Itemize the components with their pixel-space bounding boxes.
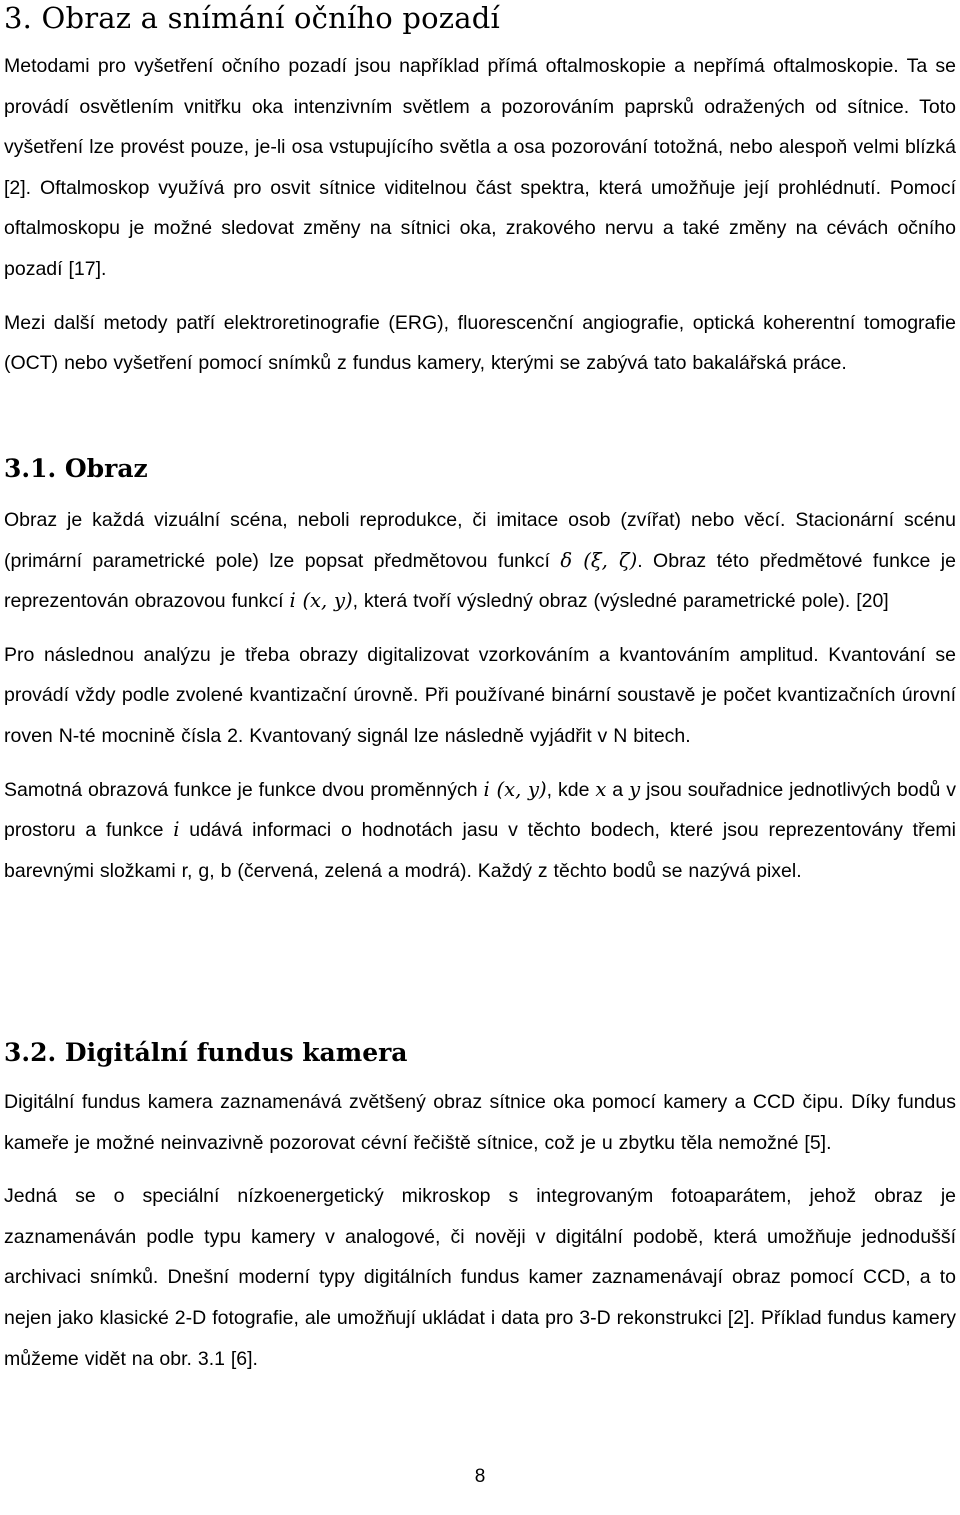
- math-predmetova-funkce: δ (ξ, ζ): [560, 548, 638, 572]
- fundus-paragraph-1: Digitální fundus kamera zaznamenává zvětšený obraz sítnice oka pomocí kamery a CCD čipu. Díky fundus kameře je možné neinvazivně pozorovat cévní řečiště sítnice, což je u zbytku těla nemožné [5].: [4, 1091, 956, 1154]
- intro-paragraph-1: Metodami pro vyšetření očního pozadí jsou například přímá oftalmoskopie a nepřímá oftalmoskopie. Ta se provádí osvětlením vnitřku oka intenzivním světlem a pozorováním paprsků odražených od sítnice. Toto vyšetření lze provést pouze, je-li osa vstupujícího světla a osa pozorování totožná, nebo alespoň velmi blízká [2]. Oftalmoskop využívá pro osvit sítnice viditelnou část spektra, která umožňuje její prohlédnutí. Pomocí oftalmoskopu je možné sledovat změny na sítnici oka, zrakového nervu a také změny na cévách očního pozadí [17].: [4, 55, 956, 280]
- page-number: 8: [474, 1466, 486, 1487]
- fundus-paragraph-2: Jedná se o speciální nízkoenergetický mikroskop s integrovaným fotoaparátem, jehož obraz je zaznamenáván podle typu kamery v analogové, či nověji v digitální podobě, která umožňuje jednodušší archivaci snímků. Dnešní moderní typy digitálních fundus kamer zaznamenávají obraz pomocí CCD, a to nejen jako klasické 2-D fotografie, ale umožňují ukládat i data pro 3-D rekonstrukci [2]. Příklad fundus kamery můžeme vidět na obr. 3.1 [6].: [4, 1185, 956, 1370]
- intro-paragraph-2: Mezi další metody patří elektroretinografie (ERG), fluorescenční angiografie, optická koherentní tomografie (OCT) nebo vyšetření pomocí snímků z fundus kamery, kterými se zabývá tato bakalářská práce.: [4, 311, 956, 375]
- chapter-title: 3. Obraz a snímání očního pozadí: [4, 1, 501, 35]
- section-heading-obraz: 3.1. Obraz: [4, 454, 148, 483]
- text-run: a: [606, 778, 630, 801]
- intro-section: [4, 46, 956, 384]
- section-heading-fundus-kamera: 3.2. Digitální fundus kamera: [4, 1038, 408, 1067]
- text-run: udává informaci o hodnotách jasu v těchto bodech, které jsou reprezentovány třemi barevnými složkami r, g, b (červená, zelená a modrá). Každý z těchto bodů se nazývá pixel.: [4, 819, 956, 882]
- obraz-paragraph-1: [4, 500, 956, 622]
- text-run: Samotná obrazová funkce je funkce dvou proměnných: [4, 778, 484, 801]
- obraz-paragraph-2: Pro následnou analýzu je třeba obrazy digitalizovat vzorkováním a kvantováním amplitud. Kvantování se provádí vždy podle zvolené kvantizační úrovně. Při používané binární soustavě je počet kvantizačních úrovní roven N-té mocnině čísla 2. Kvantovaný signál lze následně vyjádřit v N bitech.: [4, 643, 956, 747]
- math-x: x: [595, 777, 607, 801]
- math-obrazova-funkce: i (x, y): [289, 589, 353, 613]
- math-i: i: [173, 818, 180, 842]
- math-y: y: [629, 777, 641, 801]
- text-run: , která tvoří výsledný obraz (výsledné parametrické pole). [20]: [352, 590, 889, 613]
- text-run: Obraz je každá vizuální scéna, neboli reprodukce, či imitace osob (zvířat) nebo věcí. Stacionární scénu (primární parametrické pole) lze popsat předmětovou funkcí: [4, 509, 956, 572]
- obraz-paragraph-3: [4, 770, 956, 892]
- section-obraz: [4, 452, 956, 891]
- section-fundus-kamera: [4, 1036, 956, 1379]
- text-run: . Obraz této předmětové funkce je reprezentován obrazovou funkcí: [4, 549, 956, 613]
- text-run: jsou souřadnice jednotlivých bodů v prostoru a funkce: [4, 778, 957, 842]
- text-run: , kde: [546, 778, 596, 801]
- math-obrazova-funkce: i (x, y): [483, 777, 547, 801]
